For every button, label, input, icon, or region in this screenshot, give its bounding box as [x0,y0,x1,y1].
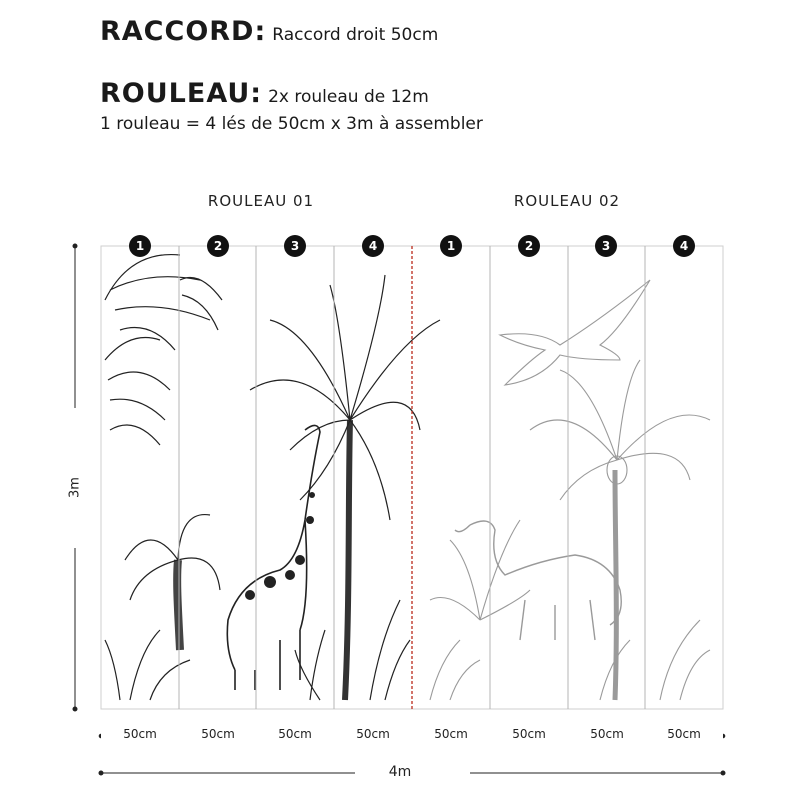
rouleau-key: ROULEAU: [100,78,263,109]
panel-width-label: 50cm [645,727,723,741]
raccord-value: Raccord droit 50cm [272,25,439,45]
panel-badge-r2-2: 2 [518,235,540,257]
panel-width-label: 50cm [101,727,179,741]
panel-width-label: 50cm [568,727,646,741]
rouleau-value: 2x rouleau de 12m [268,87,429,107]
panel-badge-r2-1: 1 [440,235,462,257]
panel-width-label: 50cm [412,727,490,741]
panel-badge-r2-3: 3 [595,235,617,257]
panel-width-label: 50cm [179,727,257,741]
panel-badge-r1-3: 3 [284,235,306,257]
panel-width-label: 50cm [490,727,568,741]
roll-2-label: ROULEAU 02 [513,192,621,210]
height-dim-end [73,707,77,711]
total-width-label: 4m [372,764,428,780]
roll-1-label: ROULEAU 01 [207,192,315,210]
panel-width-label: 50cm [334,727,412,741]
panel-badge-r1-1: 1 [129,235,151,257]
panel-badge-r1-2: 2 [207,235,229,257]
panel-width-label: 50cm [256,727,334,741]
raccord-key: RACCORD: [100,16,267,47]
panel-badge-r1-4: 4 [362,235,384,257]
rouleau-note: 1 rouleau = 4 lés de 50cm x 3m à assembler [100,114,483,134]
height-dim-end [73,244,77,248]
height-label: 3m [67,477,83,498]
panel-badge-r2-4: 4 [673,235,695,257]
